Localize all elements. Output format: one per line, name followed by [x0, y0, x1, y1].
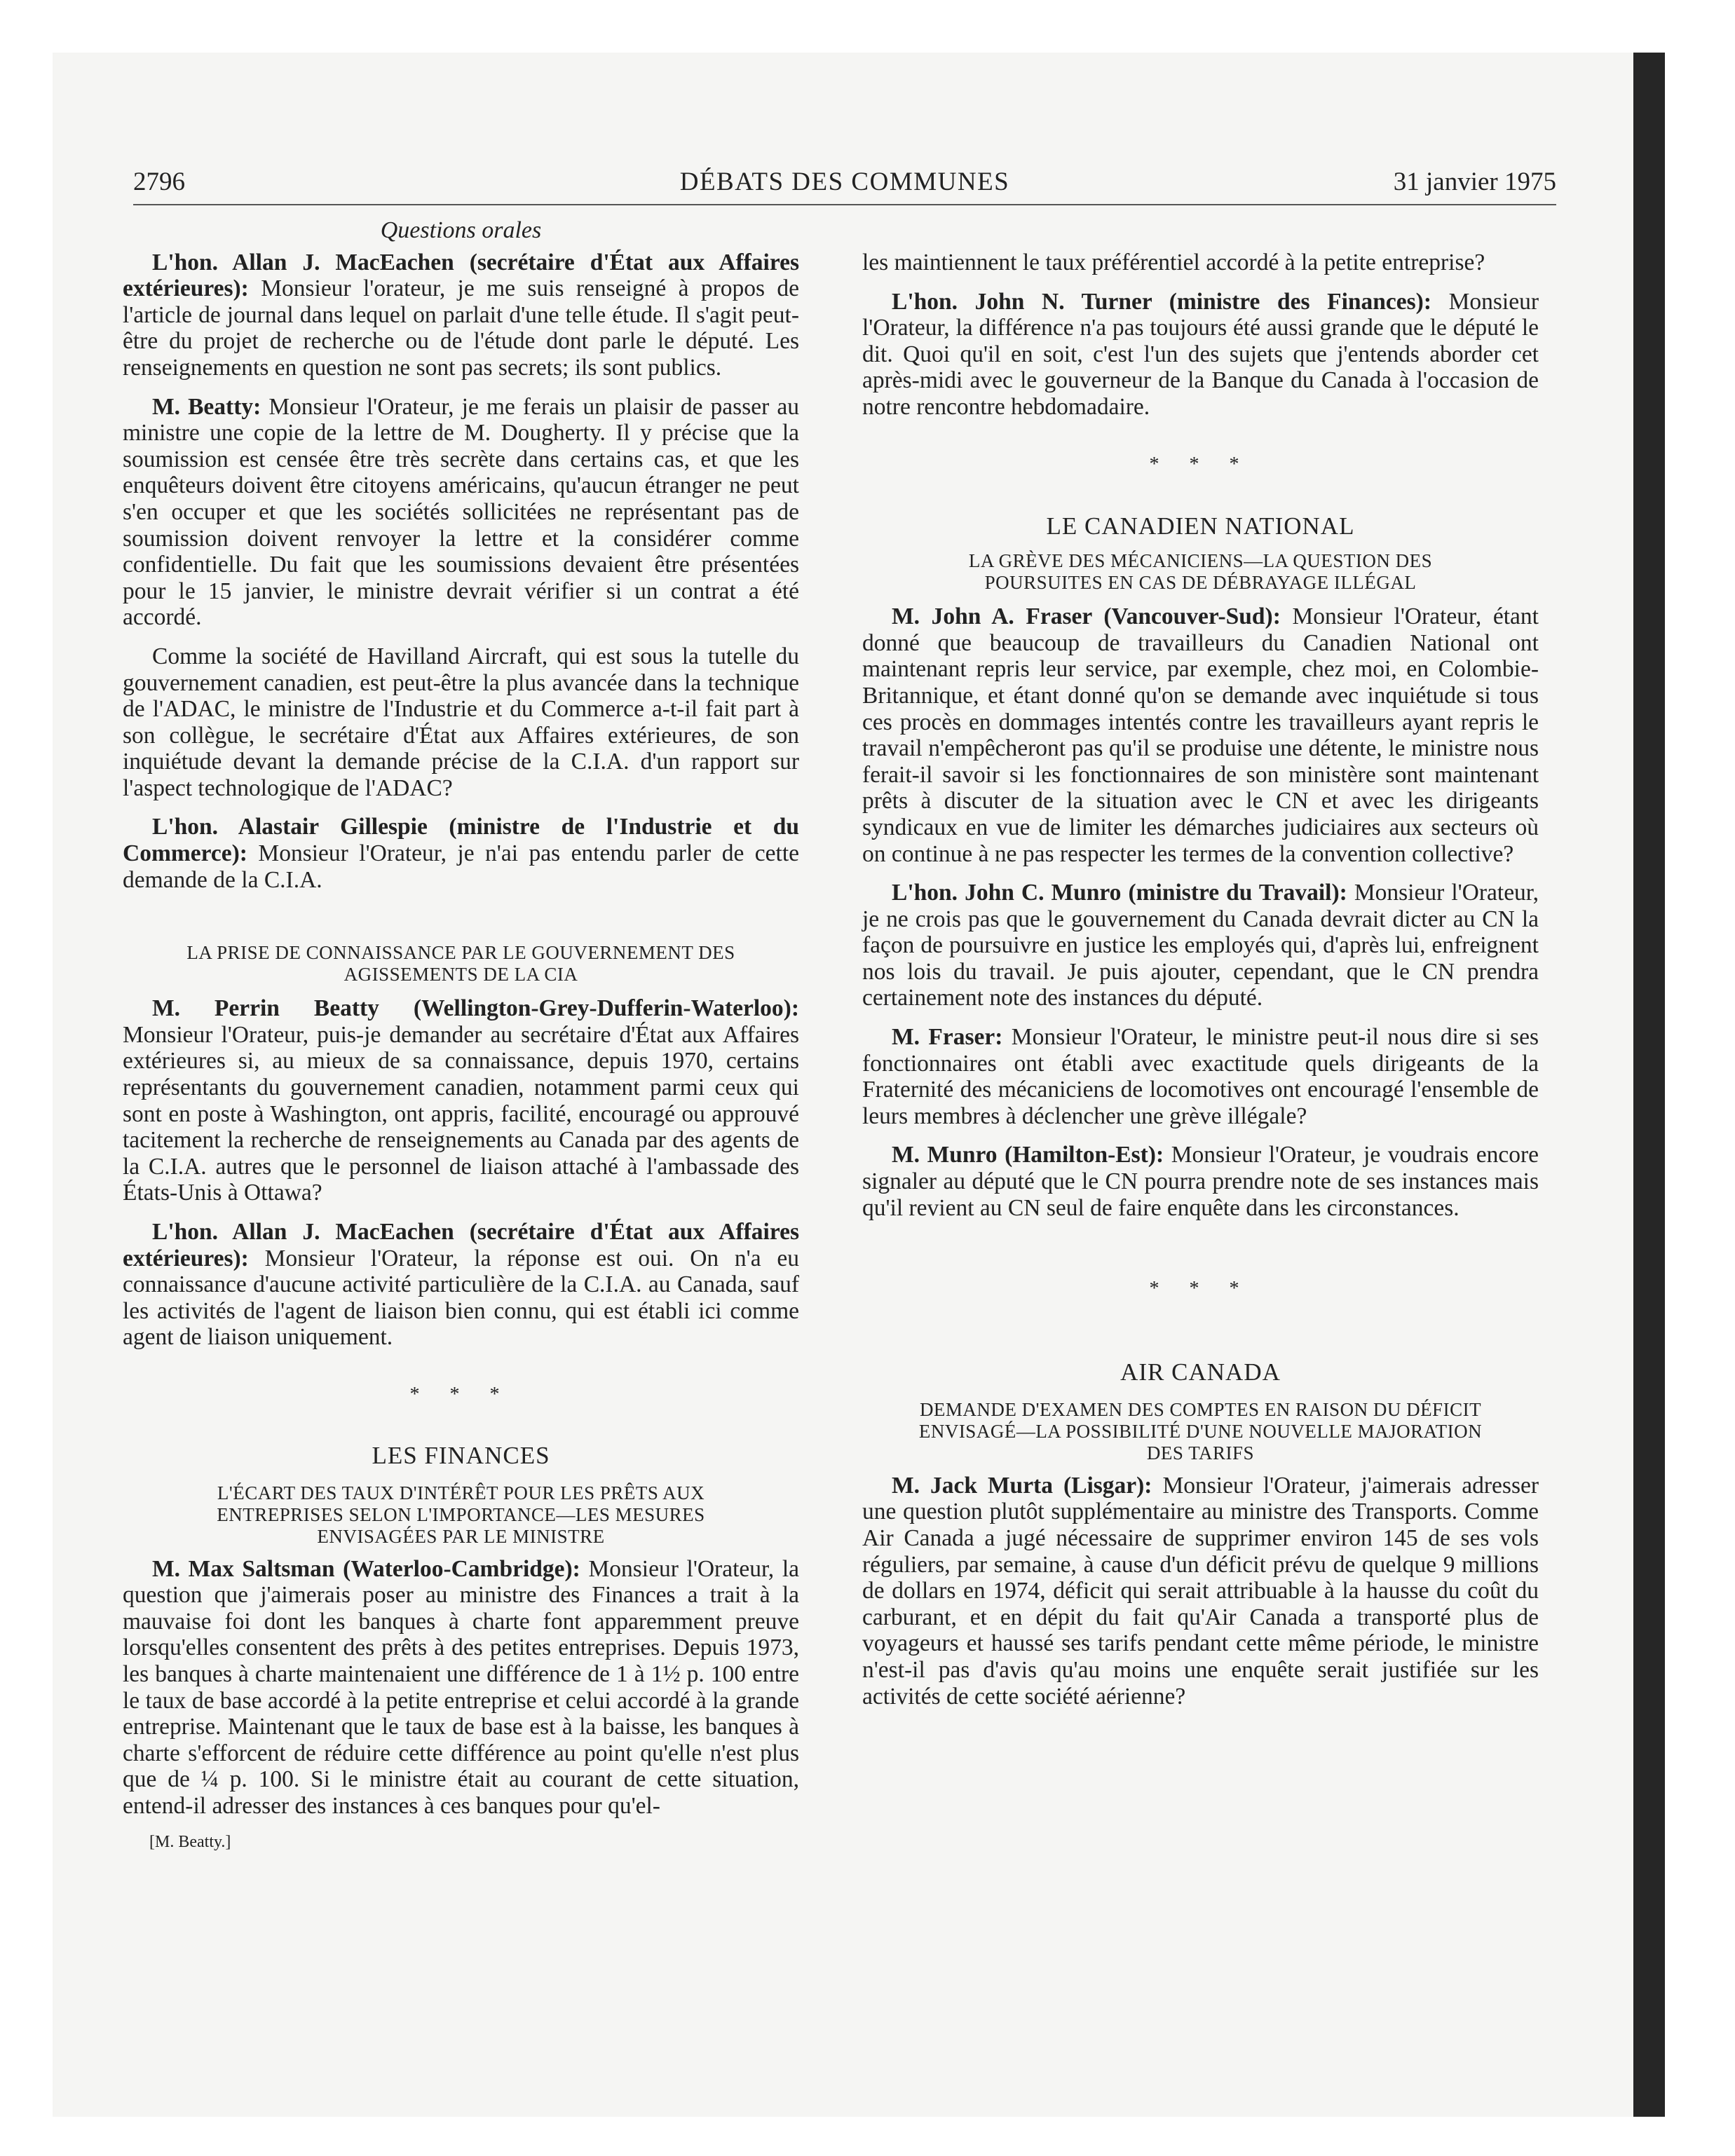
- section-title-air-canada: AIR CANADA: [1120, 1358, 1281, 1386]
- speaker: M. Beatty:: [152, 393, 261, 420]
- paragraph-fraser-2: [862, 1024, 1539, 1129]
- paragraph-beatty-1: [123, 394, 799, 631]
- speaker: M. Max Saltsman (Waterloo-Cambridge):: [152, 1555, 580, 1582]
- section-separator: * * *: [1149, 453, 1252, 475]
- paragraph-munro-2: [862, 1142, 1539, 1221]
- page-date: 31 janvier 1975: [1393, 168, 1556, 196]
- speech-text: Monsieur l'Orateur, je voudrais encore signaler au député que le CN pourra prendre note de ses instances mais qu'il revient au CN seul de faire enquête dans les circonstances.: [862, 1142, 1539, 1221]
- section-rubric: Questions orales: [380, 217, 542, 243]
- speaker: M. John A. Fraser (Vancouver-Sud):: [892, 603, 1281, 630]
- section-title-finances: LES FINANCES: [372, 1441, 550, 1469]
- speech-text: Monsieur l'orateur, je me suis renseigné à propos de l'article de journal dans lequel on parlait d'une telle étude. Il s'agit peut-être du projet de recherche ou de l'étude dont parle le député. Les renseignements en question ne sont pas secrets; ils sont publics.: [123, 275, 800, 381]
- speech-text: Monsieur l'Orateur, la question que j'aimerais poser au ministre des Finances a trait à la mauvaise foi dont les banques à charte font apparemment preuve lorsqu'elles consentent des prêts à des petites entreprises. Depuis 1973, les banques à charte maintenaient une différence de 1 à 1½ p. 100 entre le taux de base accordé à la petite entreprise et celui accordé à la grande entreprise. Maintenant que le taux de base est à la baisse, les banques à charte s'efforcent de réduire cette différence au point qu'elle n'est plus que de ¼ p. 100. Si le ministre était au courant de cette situation, entend-il adresser des instances à ces banques pour qu'el-: [123, 1555, 799, 1819]
- heading-cia-line-2: AGISSEMENTS DE LA CIA: [343, 964, 578, 985]
- subheading-air-line-1: DEMANDE D'EXAMEN DES COMPTES EN RAISON DU DÉFICIT: [919, 1398, 1482, 1420]
- paragraph-perrin-beatty: [123, 995, 799, 1206]
- speaker: M. Perrin Beatty (Wellington-Grey-Dufferin-Waterloo):: [152, 995, 799, 1022]
- speech-text: Monsieur l'Orateur, puis-je demander au secrétaire d'État aux Affaires extérieures si, au mieux de sa connaissance, depuis 1970, certains représentants du gouvernement canadien, notamment parmi ceux qui sont en poste à Washington, ont appris, facilité, encouragé ou approuvé tacitement la recherche de renseignements au Canada par des agents de la C.I.A. autres que le personnel de liaison attaché à l'ambassade des États-Unis à Ottawa?: [123, 1021, 799, 1206]
- speech-text: Monsieur l'Orateur, je n'ai pas entendu parler de cette demande de la C.I.A.: [123, 840, 799, 893]
- speech-text: Monsieur l'Orateur, je me ferais un plaisir de passer au ministre une copie de la lettre de M. Dougherty. Il y précise que la soumission est censée être très secrète dans certains cas, et que les enquêteurs doivent être citoyens américains, qu'aucun étranger ne peut s'en occuper et que les sociétés sollicitées ne représentant pas de soumission doivent renvoyer la lettre et la considérer comme confidentielle. Du fait que les soumissions devaient être présentées pour le 15 janvier, le ministre devrait vérifier si un contrat a été accordé.: [123, 393, 799, 631]
- speaker: L'hon. Alastair Gillespie (ministre de l'Industrie et du Commerce):: [123, 814, 799, 867]
- section-title-cn: LE CANADIEN NATIONAL: [1046, 512, 1355, 540]
- section-separator: * * *: [1149, 1278, 1252, 1300]
- subheading-finances-line-3: ENVISAGÉES PAR LE MINISTRE: [317, 1525, 605, 1547]
- speech-text: Monsieur l'Orateur, la réponse est oui. On n'a eu connaissance d'aucune activité particulière de la C.I.A. au Canada, sauf les activités de l'agent de liaison bien connu, qui est établi ici comme agent de liaison uniquement.: [123, 1245, 799, 1351]
- paragraph-saltsman: [123, 1556, 799, 1820]
- speaker: L'hon. Allan J. MacEachen (secrétaire d'État aux Affaires extérieures):: [123, 1219, 799, 1271]
- subheading-cn-line-2: POURSUITES EN CAS DE DÉBRAYAGE ILLÉGAL: [984, 572, 1417, 594]
- speech-text: Monsieur l'Orateur, la différence n'a pas toujours été aussi grande que le député le dit. Quoi qu'il en soit, c'est l'un des sujets que j'entends aborder cet après-midi avec le gouverneur de la Banque du Canada à l'occasion de notre rencontre hebdomadaire.: [862, 288, 1539, 420]
- paragraph-murta: [862, 1473, 1539, 1710]
- page-header: [133, 165, 1556, 205]
- speech-text: Monsieur l'Orateur, je ne crois pas que le gouvernement du Canada devrait dicter au CN la façon de poursuivre en justice les employés qui, d'après lui, enfreignent nos lois du travail. Je puis ajouter, cependant, que le CN prendra certainement note des instances du député.: [862, 880, 1539, 1011]
- section-separator: * * *: [409, 1383, 512, 1405]
- paragraph-maceachen-2: [123, 1219, 799, 1351]
- left-column: [123, 217, 799, 1855]
- paragraph-beatty-2: Comme la société de Havilland Aircraft, qui est sous la tutelle du gouvernement canadien, est peut-être la plus avancée dans la technique de l'ADAC, le ministre de l'Industrie et du Commerce a-t-il fait part à son collègue, le secrétaire d'État aux Affaires extérieures, de son inquiétude devant la demande précise de la C.I.A. d'un rapport sur l'aspect technologique de l'ADAC?: [123, 643, 799, 801]
- subheading-air-line-3: DES TARIFS: [1146, 1442, 1255, 1464]
- subheading-finances-line-2: ENTREPRISES SELON L'IMPORTANCE—LES MESURES: [217, 1503, 705, 1525]
- speaker: L'hon. John C. Munro (ministre du Travail):: [892, 880, 1347, 906]
- page-number: 2796: [133, 168, 185, 196]
- right-column: [862, 217, 1539, 1722]
- speech-text: Monsieur l'Orateur, j'aimerais adresser une question plutôt supplémentaire au ministre des Transports. Comme Air Canada a jugé nécessaire de supprimer environ 145 de ses vols réguliers, par semaine, à cause d'un déficit prévu de quelque 9 millions de dollars en 1974, déficit qui serait attribuable à la hausse du coût du carburant, et en dépit du fait qu'Air Canada a transporté plus de voyageurs et haussé ses tarifs pendant cette même période, le ministre n'est-il pas d'avis qu'au moins une enquête serait justifiée sur les activités de cette société aérienne?: [862, 1472, 1539, 1710]
- paragraph-munro-1: [862, 880, 1539, 1011]
- speaker: M. Fraser:: [892, 1024, 1003, 1051]
- speaker: M. Jack Murta (Lisgar):: [892, 1472, 1152, 1499]
- paragraph-turner: [862, 289, 1539, 421]
- scan-edge-shadow: [1633, 53, 1665, 2117]
- footnote-speaker-tag: [M. Beatty.]: [149, 1832, 231, 1851]
- speech-text: Monsieur l'Orateur, le ministre peut-il nous dire si ses fonctionnaires ont établi avec exactitude quels dirigeants de la Fraternité des mécaniciens de locomotives ont encouragé l'ensemble de leurs membres à déclencher une grève illégale?: [862, 1024, 1539, 1129]
- subheading-finances-line-1: L'ÉCART DES TAUX D'INTÉRÊT POUR LES PRÊTS AUX: [217, 1482, 705, 1503]
- speaker: M. Munro (Hamilton-Est):: [892, 1142, 1164, 1168]
- journal-title: DÉBATS DES COMMUNES: [679, 168, 1010, 196]
- subheading-air-line-2: ENVISAGÉ—LA POSSIBILITÉ D'UNE NOUVELLE MAJORATION: [918, 1420, 1483, 1442]
- subheading-cn-line-1: LA GRÈVE DES MÉCANICIENS—LA QUESTION DES: [968, 550, 1433, 572]
- paragraph-maceachen-1: [123, 250, 799, 381]
- speaker: L'hon. John N. Turner (ministre des Finances):: [892, 288, 1431, 315]
- speech-text: Monsieur l'Orateur, étant donné que beaucoup de travailleurs du Canadien National ont maintenant repris leur service, par exemple, chez moi, en Colombie-Britannique, et étant donné qu'on se demande avec inquiétude si tous ces procès en dommages intentés contre les travailleurs ayant repris le travail n'empêcheront pas qu'il se produise une détente, le ministre nous ferait-il savoir si les fonctionnaires de son ministère sont maintenant prêts à discuter de la situation avec le CN et avec les dirigeants syndicaux en vue de limiter les démarches judiciaires aux secteurs où on continue à ne pas respecter les termes de la convention collective?: [862, 603, 1539, 867]
- paragraph-fraser-1: [862, 603, 1539, 867]
- paragraph-continuation: les maintiennent le taux préférentiel accordé à la petite entreprise?: [862, 250, 1485, 275]
- speaker: L'hon. Allan J. MacEachen (secrétaire d'État aux Affaires extérieures):: [123, 249, 799, 302]
- paragraph-gillespie: [123, 814, 799, 893]
- heading-cia-line-1: LA PRISE DE CONNAISSANCE PAR LE GOUVERNEMENT DES: [186, 942, 735, 964]
